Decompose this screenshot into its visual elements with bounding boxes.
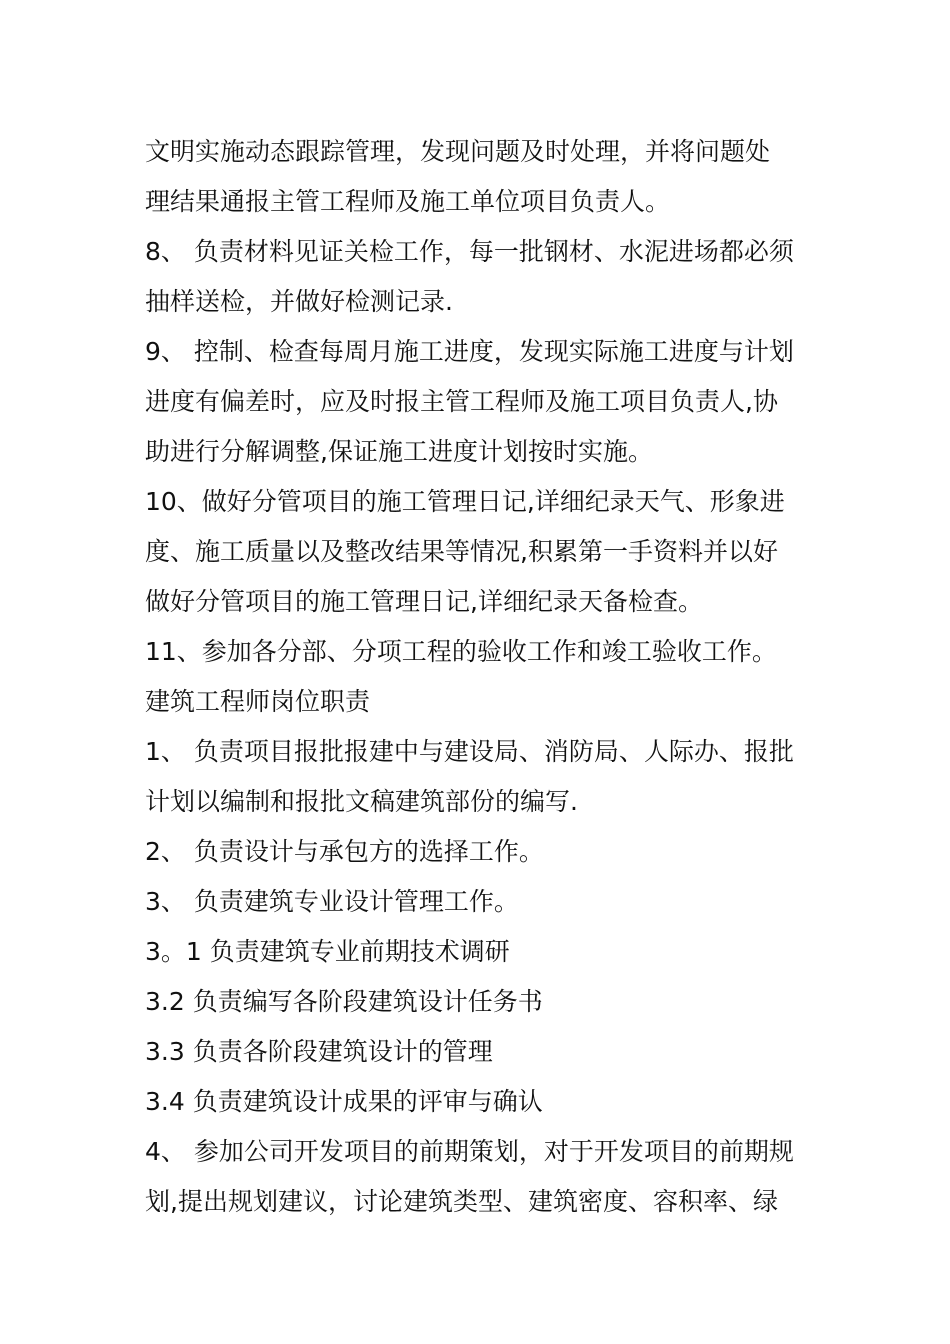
text-line: 4、 参加公司开发项目的前期策划，对于开发项目的前期规: [145, 1137, 794, 1166]
text-line: 进度有偏差时，应及时报主管工程师及施工项目负责人,协: [145, 387, 778, 416]
text-line: 11、参加各分部、分项工程的验收工作和竣工验收工作。: [145, 637, 777, 666]
text-line: 3、 负责建筑专业设计管理工作。: [145, 887, 519, 916]
text-line: 3。1 负责建筑专业前期技术调研: [145, 937, 510, 966]
document-body: [145, 127, 825, 1227]
text-line: 3.3 负责各阶段建筑设计的管理: [145, 1037, 493, 1066]
text-line: 8、 负责材料见证关检工作，每一批钢材、水泥进场都必须: [145, 237, 794, 266]
text-line: 计划以编制和报批文稿建筑部份的编写.: [145, 787, 578, 816]
text-line: 抽样送检，并做好检测记录.: [145, 287, 453, 316]
text-line: 做好分管项目的施工管理日记,详细纪录天备检查。: [145, 587, 703, 616]
text-line: 文明实施动态跟踪管理，发现问题及时处理，并将问题处: [145, 137, 771, 166]
text-line: 划,提出规划建议，讨论建筑类型、建筑密度、容积率、绿: [145, 1187, 778, 1216]
text-line: 2、 负责设计与承包方的选择工作。: [145, 837, 544, 866]
text-line: 3.2 负责编写各阶段建筑设计任务书: [145, 987, 543, 1016]
text-line: 度、施工质量以及整改结果等情况,积累第一手资料并以好: [145, 537, 778, 566]
text-line: 助进行分解调整,保证施工进度计划按时实施。: [145, 437, 653, 466]
text-line: 10、做好分管项目的施工管理日记,详细纪录天气、形象进: [145, 487, 785, 516]
text-line: 9、 控制、检查每周月施工进度，发现实际施工进度与计划: [145, 337, 794, 366]
text-line: 理结果通报主管工程师及施工单位项目负责人。: [145, 187, 671, 216]
text-line: 3.4 负责建筑设计成果的评审与确认: [145, 1087, 543, 1116]
section-heading: 建筑工程师岗位职责: [145, 687, 371, 716]
text-line: 1、 负责项目报批报建中与建设局、消防局、人际办、报批: [145, 737, 794, 766]
